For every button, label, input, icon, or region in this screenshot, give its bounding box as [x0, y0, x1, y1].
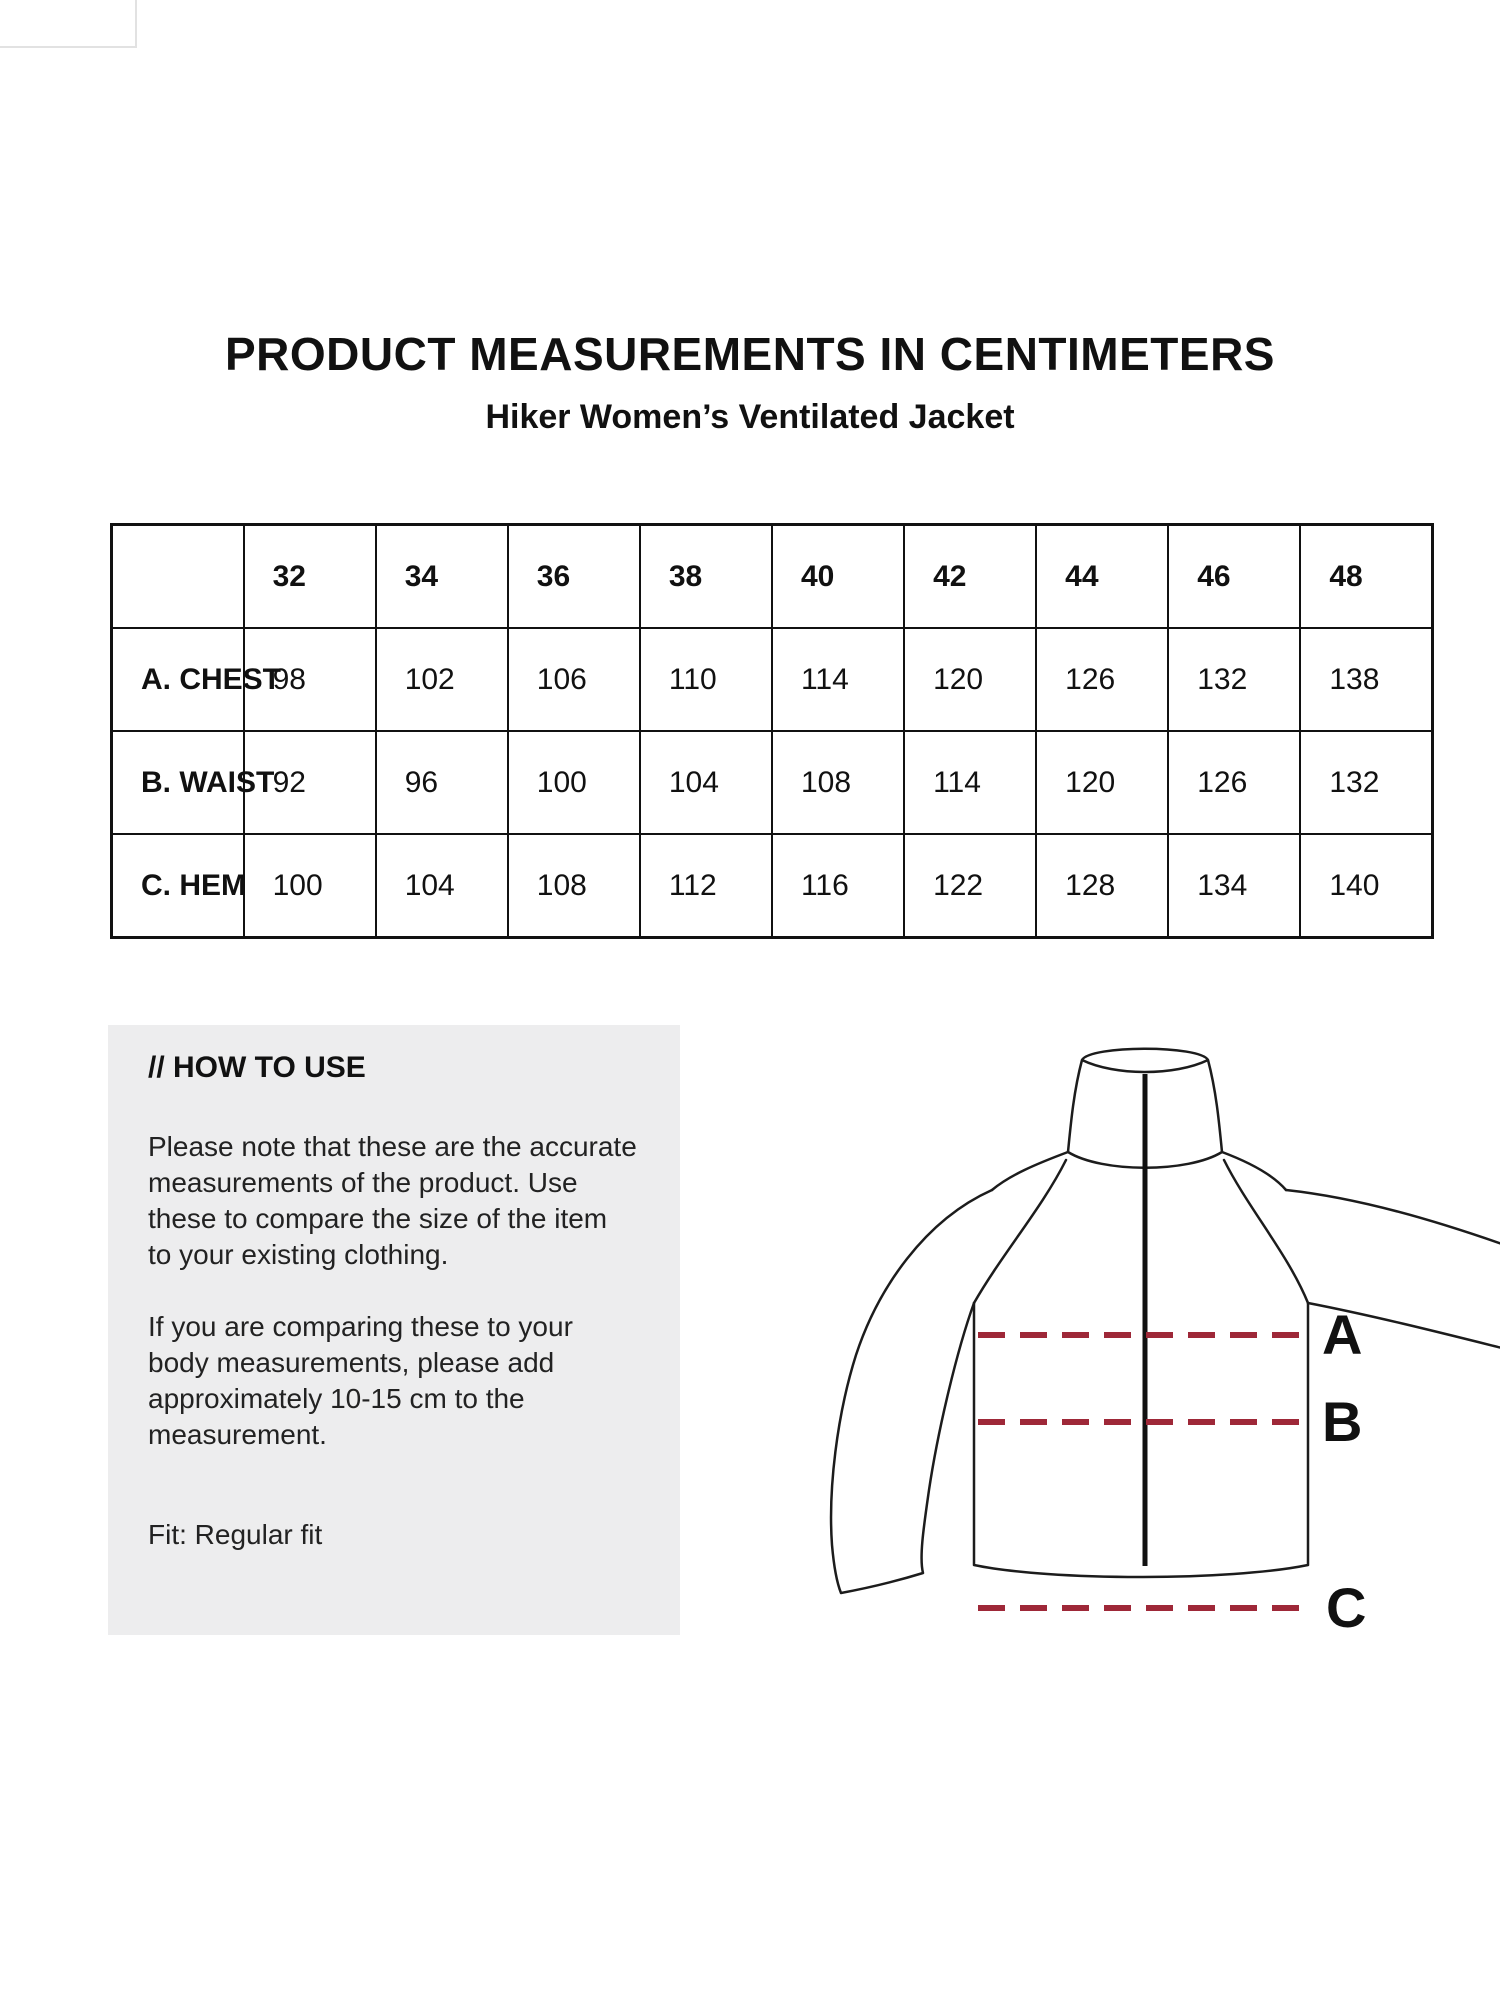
measurement-cell: 100 [244, 834, 376, 938]
page-subtitle: Hiker Women’s Ventilated Jacket [485, 398, 1015, 436]
diagram-label-b: B [1322, 1390, 1363, 1453]
measurement-cell: 126 [1036, 628, 1168, 731]
jacket-measurement-diagram [630, 1020, 1500, 1680]
how-to-use-paragraph-1: Please note that these are the accurate measurements of the product. Use these to compare the size of the item to your existing clothing. [148, 1131, 637, 1270]
measurement-cell: 134 [1168, 834, 1300, 938]
right-shoulder [1222, 1152, 1286, 1190]
measurement-cell: 108 [508, 834, 640, 938]
how-to-use-heading: // HOW TO USE [148, 1051, 366, 1084]
corner-box [0, 0, 137, 48]
measurement-cell: 100 [508, 731, 640, 834]
measurement-cell: 112 [640, 834, 772, 938]
measurement-row [112, 628, 1433, 731]
measurement-cell: 96 [376, 731, 508, 834]
measurement-cell: 98 [244, 628, 376, 731]
measurement-cell: 132 [1300, 731, 1432, 834]
measurement-cell: 114 [904, 731, 1036, 834]
size-header-cell: 36 [508, 525, 640, 629]
size-header-cell: 38 [640, 525, 772, 629]
row-label-cell: C. HEM [112, 834, 244, 938]
left-sleeve [831, 1190, 992, 1593]
row-label-cell: B. WAIST [112, 731, 244, 834]
measurement-cell: 120 [904, 628, 1036, 731]
measurement-cell: 140 [1300, 834, 1432, 938]
measurement-cell: 128 [1036, 834, 1168, 938]
size-header-cell: 32 [244, 525, 376, 629]
corner-cell [112, 525, 244, 629]
jacket-body [974, 1303, 1308, 1577]
measurement-cell: 108 [772, 731, 904, 834]
measurement-cell: 120 [1036, 731, 1168, 834]
measurement-row [112, 731, 1433, 834]
measurement-cell: 102 [376, 628, 508, 731]
how-to-use-paragraph-2: If you are comparing these to your body measurements, please add approximately 10-15 cm to the measurement. [148, 1311, 573, 1450]
size-header-cell: 42 [904, 525, 1036, 629]
left-shoulder [992, 1152, 1068, 1190]
size-header-cell: 46 [1168, 525, 1300, 629]
left-side-seam [974, 1160, 1066, 1303]
size-table [110, 523, 1434, 939]
fit-note: Fit: Regular fit [148, 1519, 323, 1550]
how-to-use-panel [108, 1025, 680, 1635]
measurement-cell: 132 [1168, 628, 1300, 731]
measurement-cell: 104 [376, 834, 508, 938]
page-title: PRODUCT MEASUREMENTS IN CENTIMETERS [225, 328, 1275, 380]
right-sleeve [1286, 1190, 1500, 1348]
measurement-cell: 110 [640, 628, 772, 731]
size-header-cell: 34 [376, 525, 508, 629]
row-label-cell: A. CHEST [112, 628, 244, 731]
measurement-cell: 126 [1168, 731, 1300, 834]
size-header-row [112, 525, 1433, 629]
measurement-row [112, 834, 1433, 938]
right-side-seam [1224, 1160, 1308, 1303]
diagram-label-a: A [1322, 1303, 1363, 1366]
measurement-cell: 92 [244, 731, 376, 834]
jacket-outline [831, 1049, 1500, 1593]
size-header-cell: 40 [772, 525, 904, 629]
measurement-cell: 114 [772, 628, 904, 731]
measurement-cell: 138 [1300, 628, 1432, 731]
measurement-cell: 106 [508, 628, 640, 731]
measurement-cell: 116 [772, 834, 904, 938]
diagram-label-c: C [1326, 1576, 1367, 1639]
measurement-cell: 104 [640, 731, 772, 834]
size-header-cell: 48 [1300, 525, 1432, 629]
size-header-cell: 44 [1036, 525, 1168, 629]
measurement-cell: 122 [904, 834, 1036, 938]
